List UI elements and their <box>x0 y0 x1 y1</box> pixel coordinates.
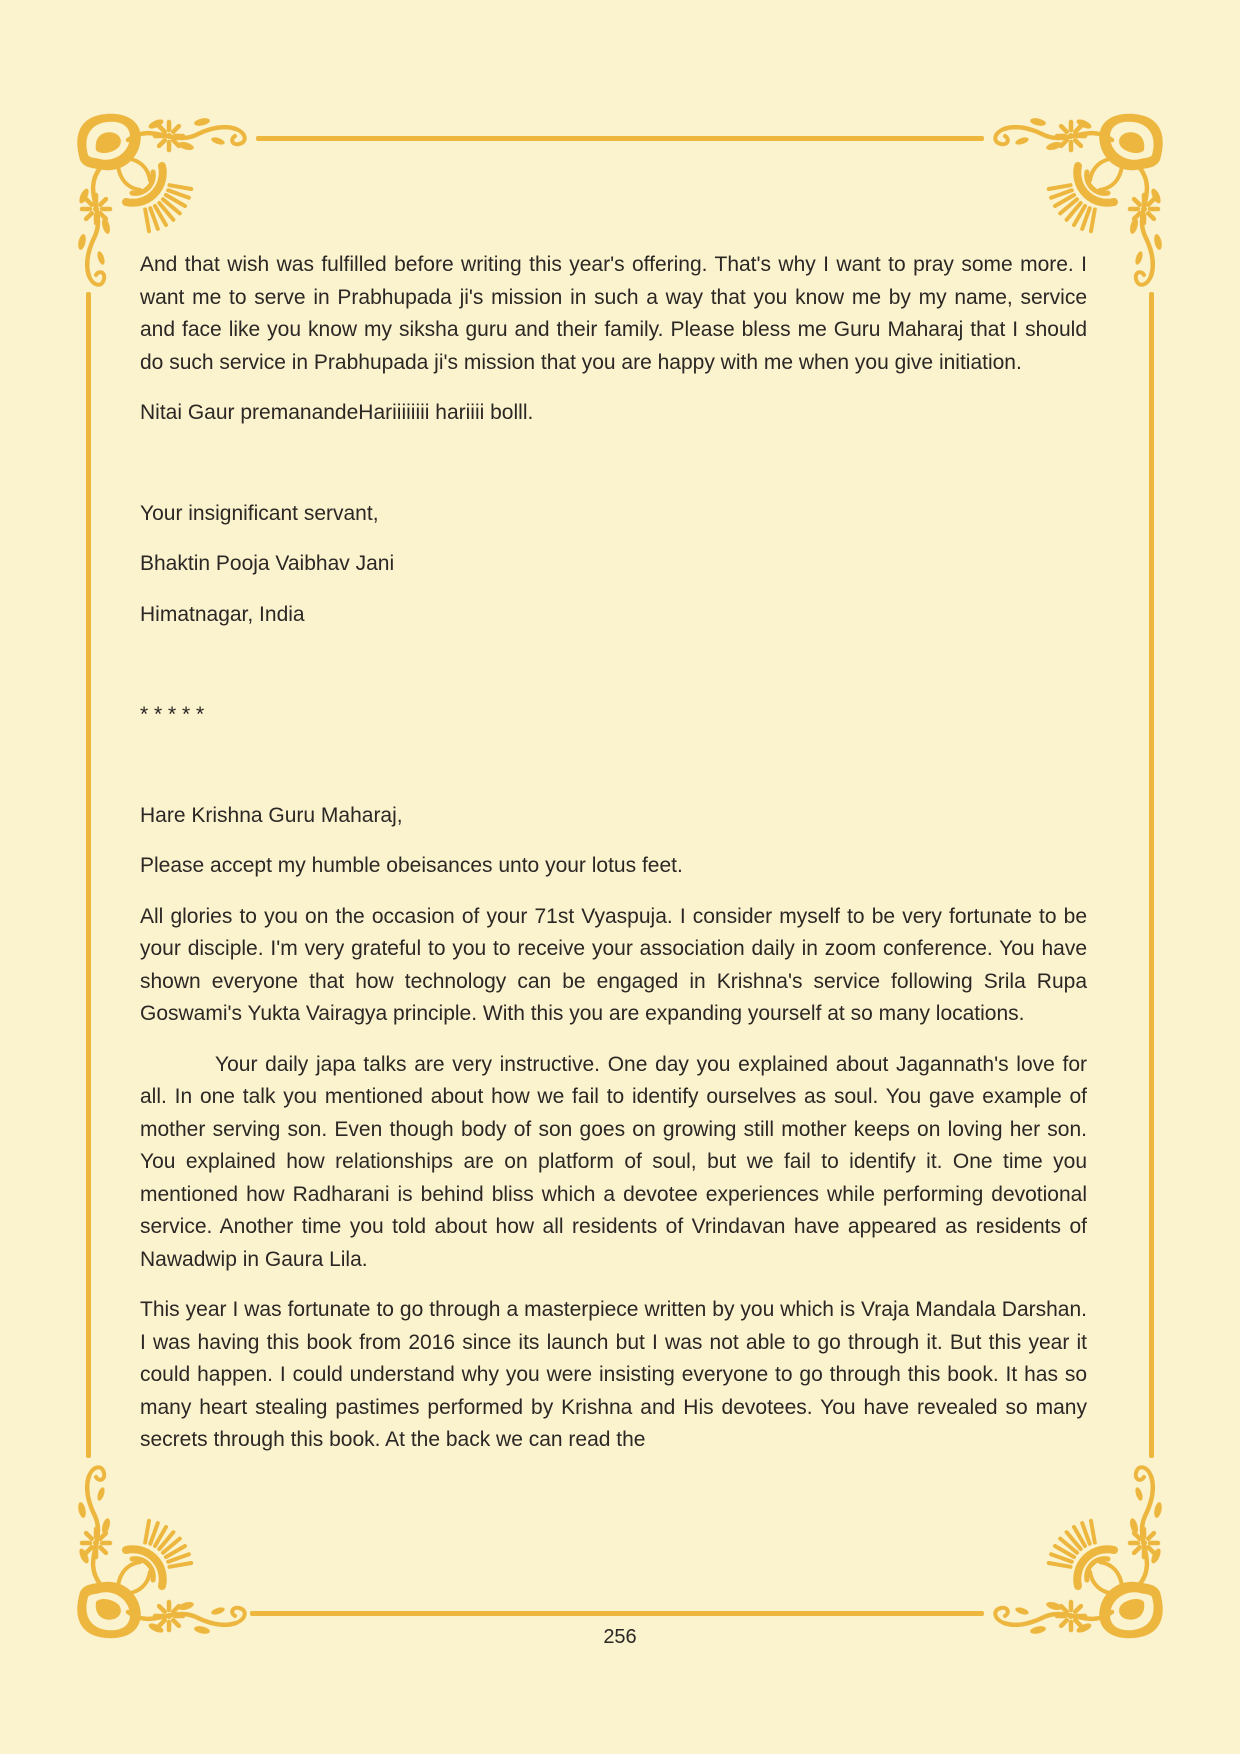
obeisance-line: Please accept my humble obeisances unto your lotus feet. <box>140 854 683 877</box>
book-paragraph: This year I was fortunate to go through a masterpiece written by you which is Vraja Mandala Darshan. I was having this book from 2016 since its launch but I was not able to go through it. But this year it could happen. I could understand why you were insisting everyone to go through this book. It has so many heart stealing pastimes performed by Krishna and His devotees. You have revealed so many secrets through this book. At the back we can read the <box>140 1298 1087 1451</box>
blank-line <box>140 750 1087 800</box>
letter-content <box>140 249 1087 1475</box>
page-number: 256 <box>603 1626 637 1648</box>
blank-line <box>140 448 1087 498</box>
frame-line-top <box>256 136 984 141</box>
frame-line-bottom <box>250 1611 984 1616</box>
signoff-location: Himatnagar, India <box>140 602 305 626</box>
chant-line: Nitai Gaur premanandeHariiiiiiii hariiii bolll. <box>140 401 534 424</box>
closing-paragraph: And that wish was fulfilled before writing this year's offering. That's why I want to pray some more. I want me to serve in Prabhupada ji's mission in such a way that you know me by my name, service and face like you know my siksha guru and their family. Please bless me Guru Maharaj that I should do such service in Prabhupada ji's mission that you are happy with me when you give initiation. <box>140 253 1087 374</box>
frame-line-left <box>86 292 91 1458</box>
signoff-label: Your insignificant servant, <box>140 501 379 525</box>
section-separator: * * * * * <box>140 703 205 726</box>
corner-ornament-bottom-right-icon <box>980 1452 1170 1642</box>
signoff-name: Bhaktin Pooja Vaibhav Jani <box>140 552 395 575</box>
glories-paragraph: All glories to you on the occasion of your 71st Vyaspuja. I consider myself to be very fortunate to be your disciple. I'm very grateful to you to receive your association daily in zoom conference. You have shown everyone that how technology can be engaged in Krishna's service following Srila Rupa Goswami's Yukta Vairagya principle. With this you are expanding yourself at so many locations. <box>140 904 1087 1025</box>
salutation: Hare Krishna Guru Maharaj, <box>140 803 403 827</box>
frame-line-right <box>1149 292 1154 1458</box>
blank-line <box>140 649 1087 699</box>
corner-leaf <box>77 114 140 170</box>
corner-leaf <box>1099 114 1162 170</box>
japa-talks-paragraph: Your daily japa talks are very instructive. One day you explained about Jagannath's love for all. In one talk you mentioned about how we fail to identify ourselves as soul. You gave example of mother serving son. Even though body of son goes on growing still mother keeps on loving her son. You explained how relationships are on platform of soul, but we fail to identify it. One time you mentioned how Radharani is behind bliss which a devotee experiences while performing devotional service. Another time you told about how all residents of Vrindavan have appeared as residents of Nawadwip in Gaura Lila. <box>140 1052 1087 1271</box>
corner-ornament-bottom-left-icon <box>70 1452 260 1642</box>
